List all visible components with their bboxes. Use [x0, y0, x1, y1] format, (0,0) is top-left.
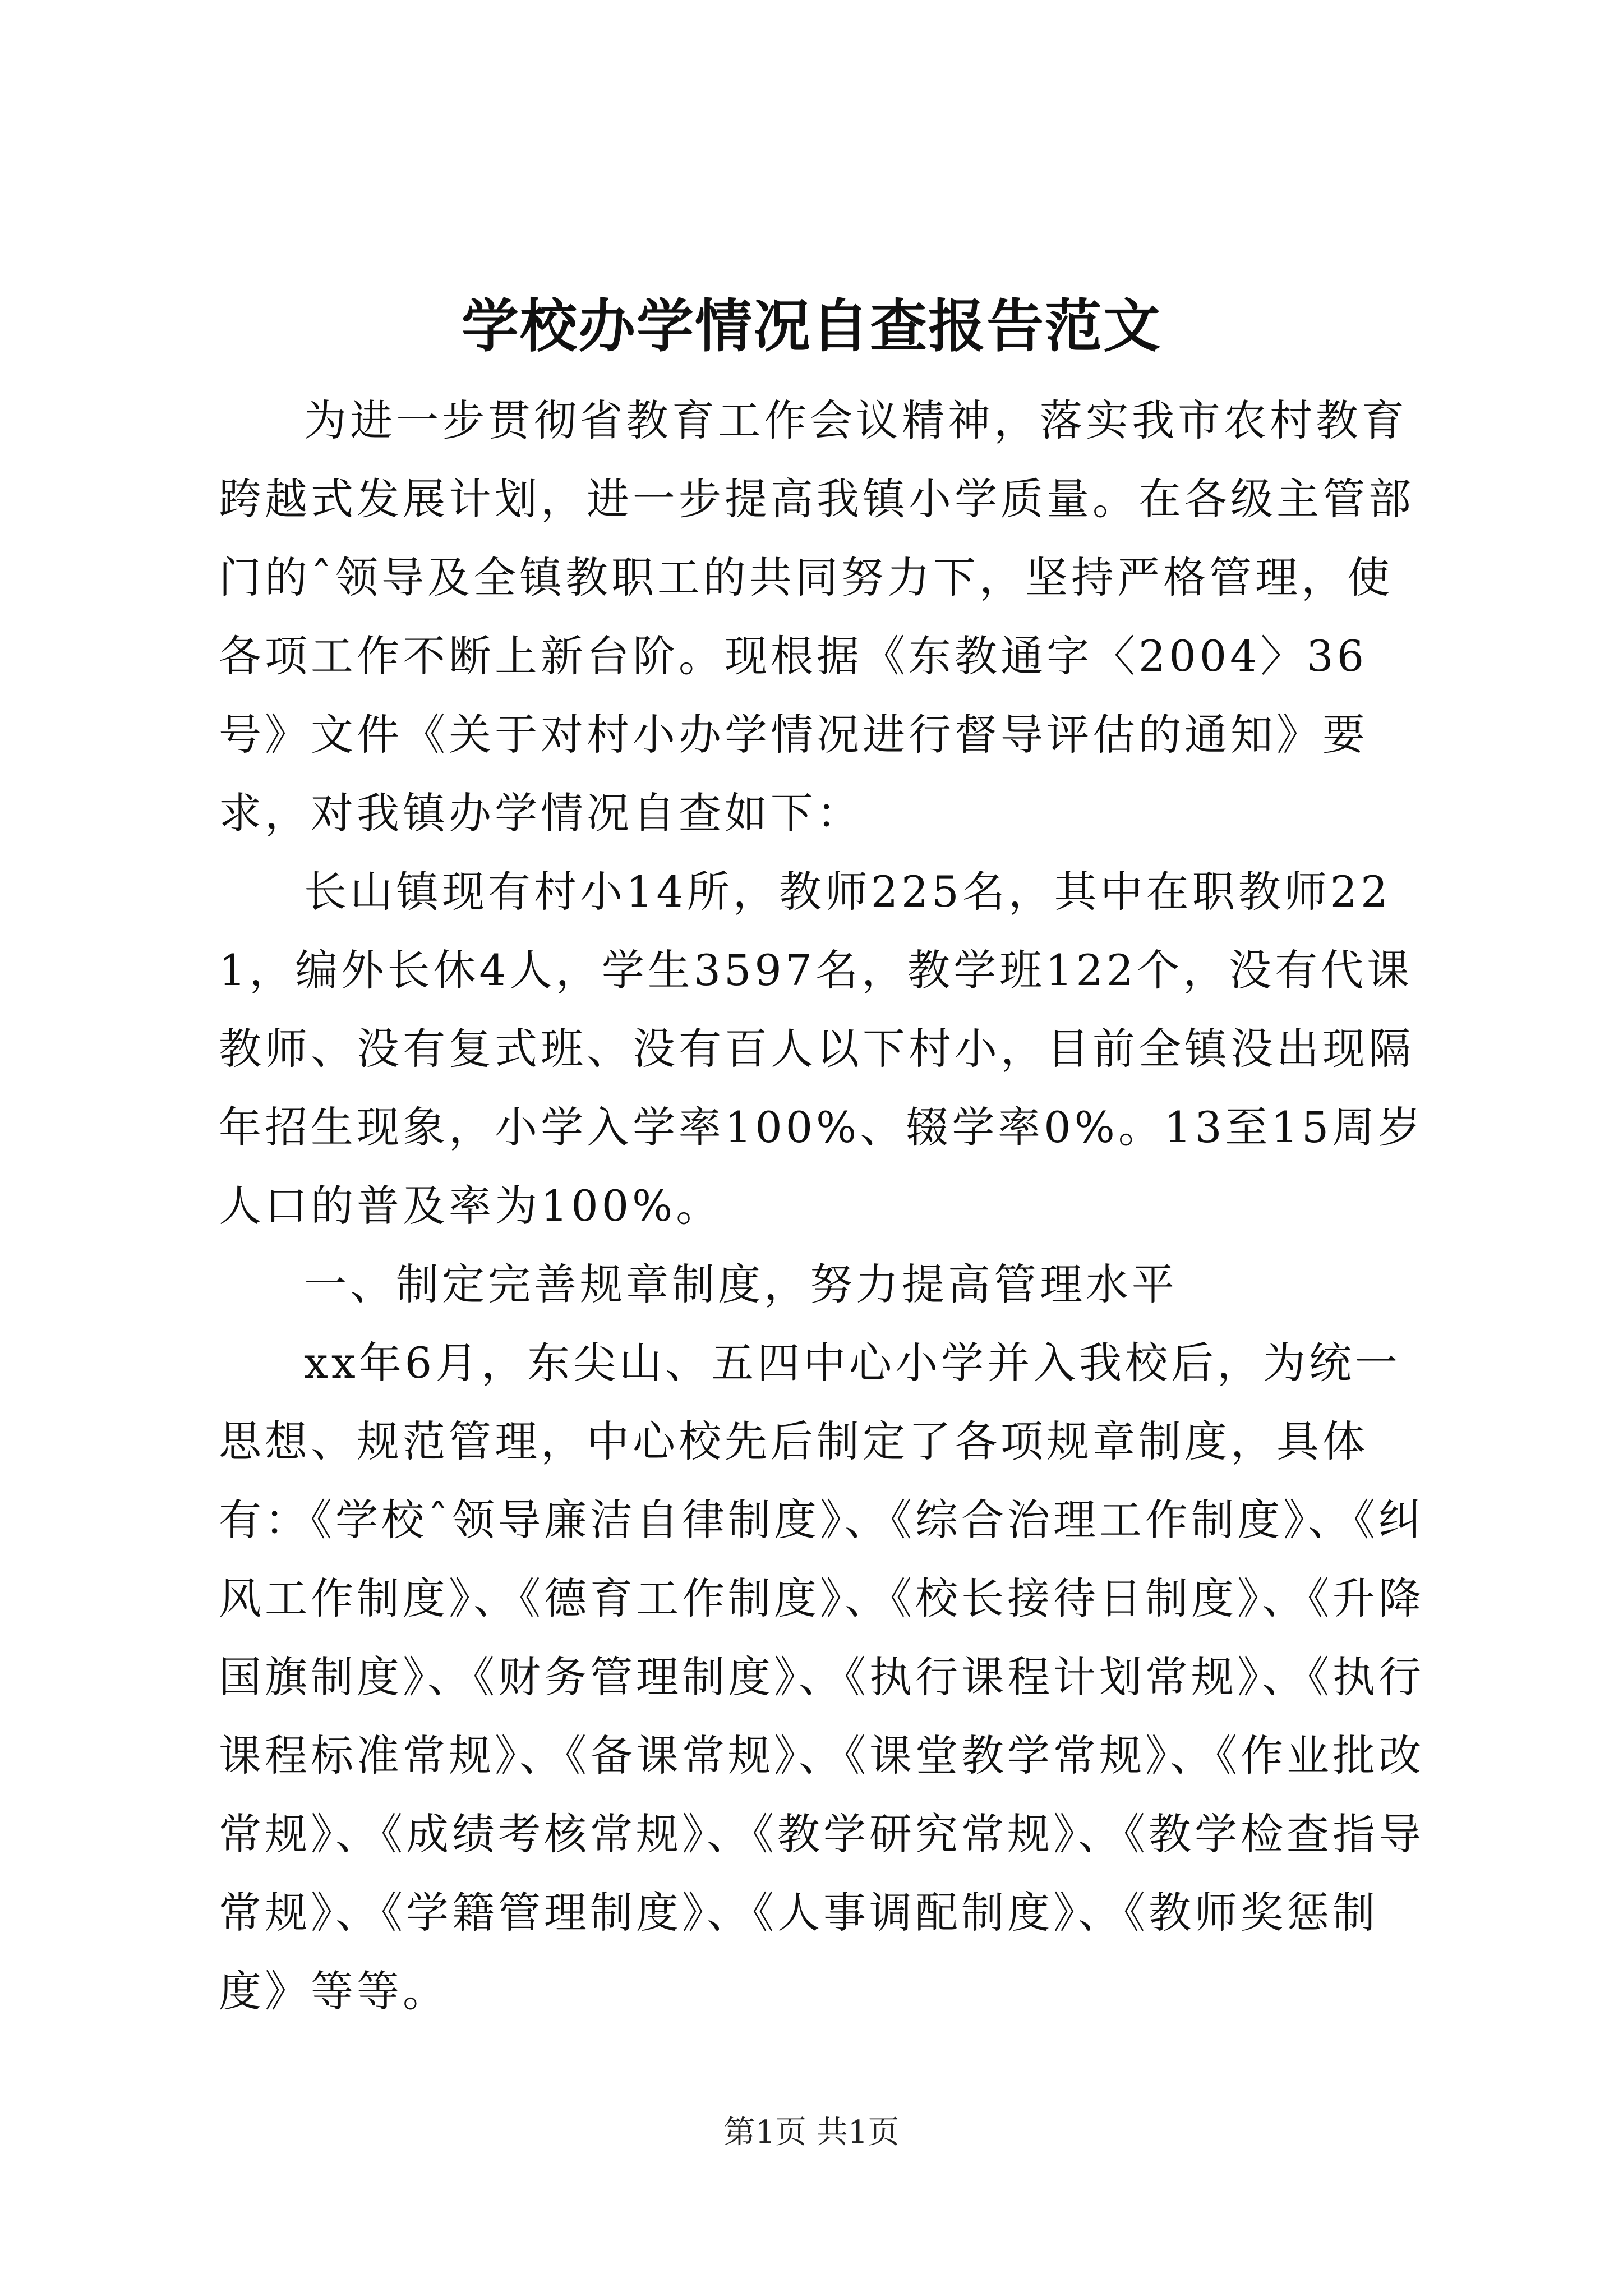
page-footer: 第1页 共1页	[723, 2114, 900, 2151]
intro-paragraph: 为进一步贯彻省教育工作会议精神，落实我市农村教育跨越式发展计划，进一步提高我镇小学质量。在各级主管部门的ˆ领导及全镇教职工的共同努力下，坚持严格管理，使各项工作不断上新台阶。现根据《东教通字〈2004〉36号》文件《关于对村小办学情况进行督导评估的通知》要求，对我镇办学情况自查如下：	[219, 395, 1414, 838]
section-paragraph: xx年6月，东尖山、五四中心小学并入我校后，为统一思想、规范管理，中心校先后制定了各项规章制度，具体有：《学校ˆ领导廉洁自律制度》、《综合治理工作制度》、《纠风工作制度》、《德育工作制度》、《校长接待日制度》、《升降国旗制度》、《财务管理制度》、《执行课程计划常规》、《执行课程标准常规》、《备课常规》、《课堂教学常规》、《作业批改常规》、《成绩考核常规》、《教学研究常规》、《教学检查指导常规》、《学籍管理制度》、《人事调配制度》、《教师奖惩制度》等等。	[219, 1338, 1424, 2016]
document-title: 学校办学情况自查报告范文	[462, 293, 1161, 360]
section-heading: 一、制定完善规章制度，努力提高管理水平	[304, 1259, 1178, 1309]
document-body	[219, 381, 1430, 2031]
statistics-paragraph: 长山镇现有村小14所，教师225名，其中在职教师221，编外长休4人，学生3597名，教学班122个，没有代课教师、没有复式班、没有百人以下村小，目前全镇没出现隔年招生现象，小学入学率100%、辍学率0%。13至15周岁人口的普及率为100%。	[219, 867, 1424, 1231]
